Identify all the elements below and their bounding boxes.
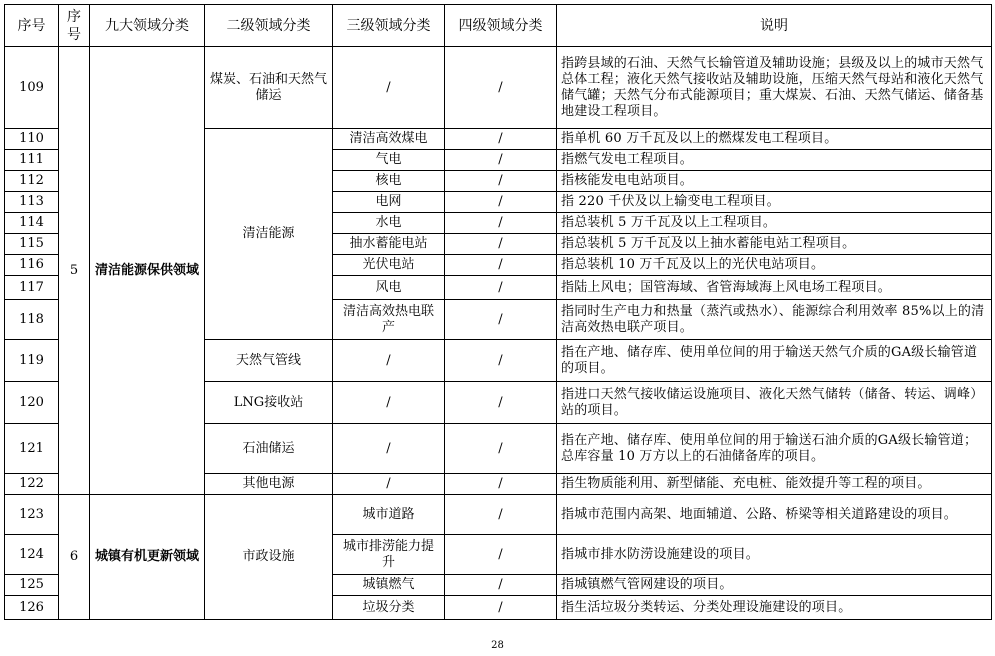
group-number: 6 (59, 495, 90, 620)
level3-cell: / (333, 424, 445, 474)
row-id: 115 (5, 234, 59, 255)
level4-cell: / (445, 150, 557, 171)
level4-cell: / (445, 129, 557, 150)
row-id: 112 (5, 171, 59, 192)
level3-cell: / (333, 474, 445, 495)
level3-cell: / (333, 340, 445, 382)
description-cell: 指在产地、储存库、使用单位间的用于输送天然气介质的GA级长输管道的项目。 (557, 340, 992, 382)
group-number: 5 (59, 47, 90, 495)
classification-table (4, 4, 992, 620)
description-cell: 指生活垃圾分类转运、分类处理设施建设的项目。 (557, 596, 992, 620)
description-cell: 指陆上风电；国管海域、省管海域海上风电场工程项目。 (557, 276, 992, 300)
description-cell: 指在产地、储存库、使用单位间的用于输送石油介质的GA级长输管道；总库容量 10 万方以上的石油储备库的项目。 (557, 424, 992, 474)
level2-cell: 煤炭、石油和天然气储运 (205, 47, 333, 129)
level4-cell: / (445, 596, 557, 620)
row-id: 120 (5, 382, 59, 424)
description-cell: 指跨县域的石油、天然气长输管道及辅助设施；县级及以上的城市天然气总体工程；液化天然气接收站及辅助设施，压缩天然气母站和液化天然气储气罐；天然气分布式能源项目；重大煤炭、石油、天然气储运、储备基地建设工程项目。 (557, 47, 992, 129)
description-cell: 指城镇燃气管网建设的项目。 (557, 575, 992, 596)
row-id: 123 (5, 495, 59, 535)
group-name: 清洁能源保供领域 (90, 47, 205, 495)
level2-cell: 其他电源 (205, 474, 333, 495)
level3-cell: 核电 (333, 171, 445, 192)
row-id: 109 (5, 47, 59, 129)
level3-cell: 城市排涝能力提升 (333, 535, 445, 575)
level4-cell: / (445, 495, 557, 535)
level4-cell: / (445, 340, 557, 382)
row-id: 118 (5, 300, 59, 340)
level2-cell: 石油储运 (205, 424, 333, 474)
description-cell: 指城市范围内高架、地面辅道、公路、桥梁等相关道路建设的项目。 (557, 495, 992, 535)
level3-cell: 电网 (333, 192, 445, 213)
level4-cell: / (445, 575, 557, 596)
level4-cell: / (445, 424, 557, 474)
row-id: 117 (5, 276, 59, 300)
level4-cell: / (445, 213, 557, 234)
level3-cell: / (333, 382, 445, 424)
level3-cell: / (333, 47, 445, 129)
header-row (5, 5, 992, 47)
level3-cell: 城市道路 (333, 495, 445, 535)
level4-cell: / (445, 255, 557, 276)
header-level1: 九大领域分类 (90, 5, 205, 47)
description-cell: 指总装机 5 万千瓦及以上工程项目。 (557, 213, 992, 234)
level2-cell: 天然气管线 (205, 340, 333, 382)
description-cell: 指总装机 5 万千瓦及以上抽水蓄能电站工程项目。 (557, 234, 992, 255)
group-name: 城镇有机更新领域 (90, 495, 205, 620)
level3-cell: 抽水蓄能电站 (333, 234, 445, 255)
level2-cell: 清洁能源 (205, 129, 333, 340)
level3-cell: 水电 (333, 213, 445, 234)
row-id: 116 (5, 255, 59, 276)
header-description: 说明 (557, 5, 992, 47)
level4-cell: / (445, 234, 557, 255)
header-level2: 二级领域分类 (205, 5, 333, 47)
row-id: 121 (5, 424, 59, 474)
row-id: 126 (5, 596, 59, 620)
level3-cell: 清洁高效煤电 (333, 129, 445, 150)
level3-cell: 清洁高效热电联产 (333, 300, 445, 340)
description-cell: 指燃气发电工程项目。 (557, 150, 992, 171)
table-row (5, 47, 992, 129)
header-seq: 序号 (5, 5, 59, 47)
row-id: 114 (5, 213, 59, 234)
header-level4: 四级领域分类 (445, 5, 557, 47)
description-cell: 指 220 千伏及以上输变电工程项目。 (557, 192, 992, 213)
table-row (5, 495, 992, 535)
row-id: 122 (5, 474, 59, 495)
level4-cell: / (445, 474, 557, 495)
row-id: 125 (5, 575, 59, 596)
description-cell: 指进口天然气接收储运设施项目、液化天然气储转（储备、转运、调峰）站的项目。 (557, 382, 992, 424)
level4-cell: / (445, 382, 557, 424)
description-cell: 指城市排水防涝设施建设的项目。 (557, 535, 992, 575)
level3-cell: 城镇燃气 (333, 575, 445, 596)
level3-cell: 气电 (333, 150, 445, 171)
level4-cell: / (445, 276, 557, 300)
description-cell: 指总装机 10 万千瓦及以上的光伏电站项目。 (557, 255, 992, 276)
level4-cell: / (445, 192, 557, 213)
level2-cell: LNG接收站 (205, 382, 333, 424)
row-id: 124 (5, 535, 59, 575)
description-cell: 指单机 60 万千瓦及以上的燃煤发电工程项目。 (557, 129, 992, 150)
row-id: 110 (5, 129, 59, 150)
level2-cell: 市政设施 (205, 495, 333, 620)
row-id: 111 (5, 150, 59, 171)
level4-cell: / (445, 300, 557, 340)
description-cell: 指同时生产电力和热量（蒸汽或热水）、能源综合利用效率 85%以上的清洁高效热电联产项目。 (557, 300, 992, 340)
level3-cell: 光伏电站 (333, 255, 445, 276)
row-id: 119 (5, 340, 59, 382)
description-cell: 指生物质能利用、新型储能、充电桩、能效提升等工程的项目。 (557, 474, 992, 495)
level4-cell: / (445, 47, 557, 129)
header-level3: 三级领域分类 (333, 5, 445, 47)
level4-cell: / (445, 171, 557, 192)
level3-cell: 垃圾分类 (333, 596, 445, 620)
page-number: 28 (491, 640, 504, 651)
header-group-no: 序号 (59, 5, 90, 47)
description-cell: 指核能发电电站项目。 (557, 171, 992, 192)
level4-cell: / (445, 535, 557, 575)
level3-cell: 风电 (333, 276, 445, 300)
row-id: 113 (5, 192, 59, 213)
